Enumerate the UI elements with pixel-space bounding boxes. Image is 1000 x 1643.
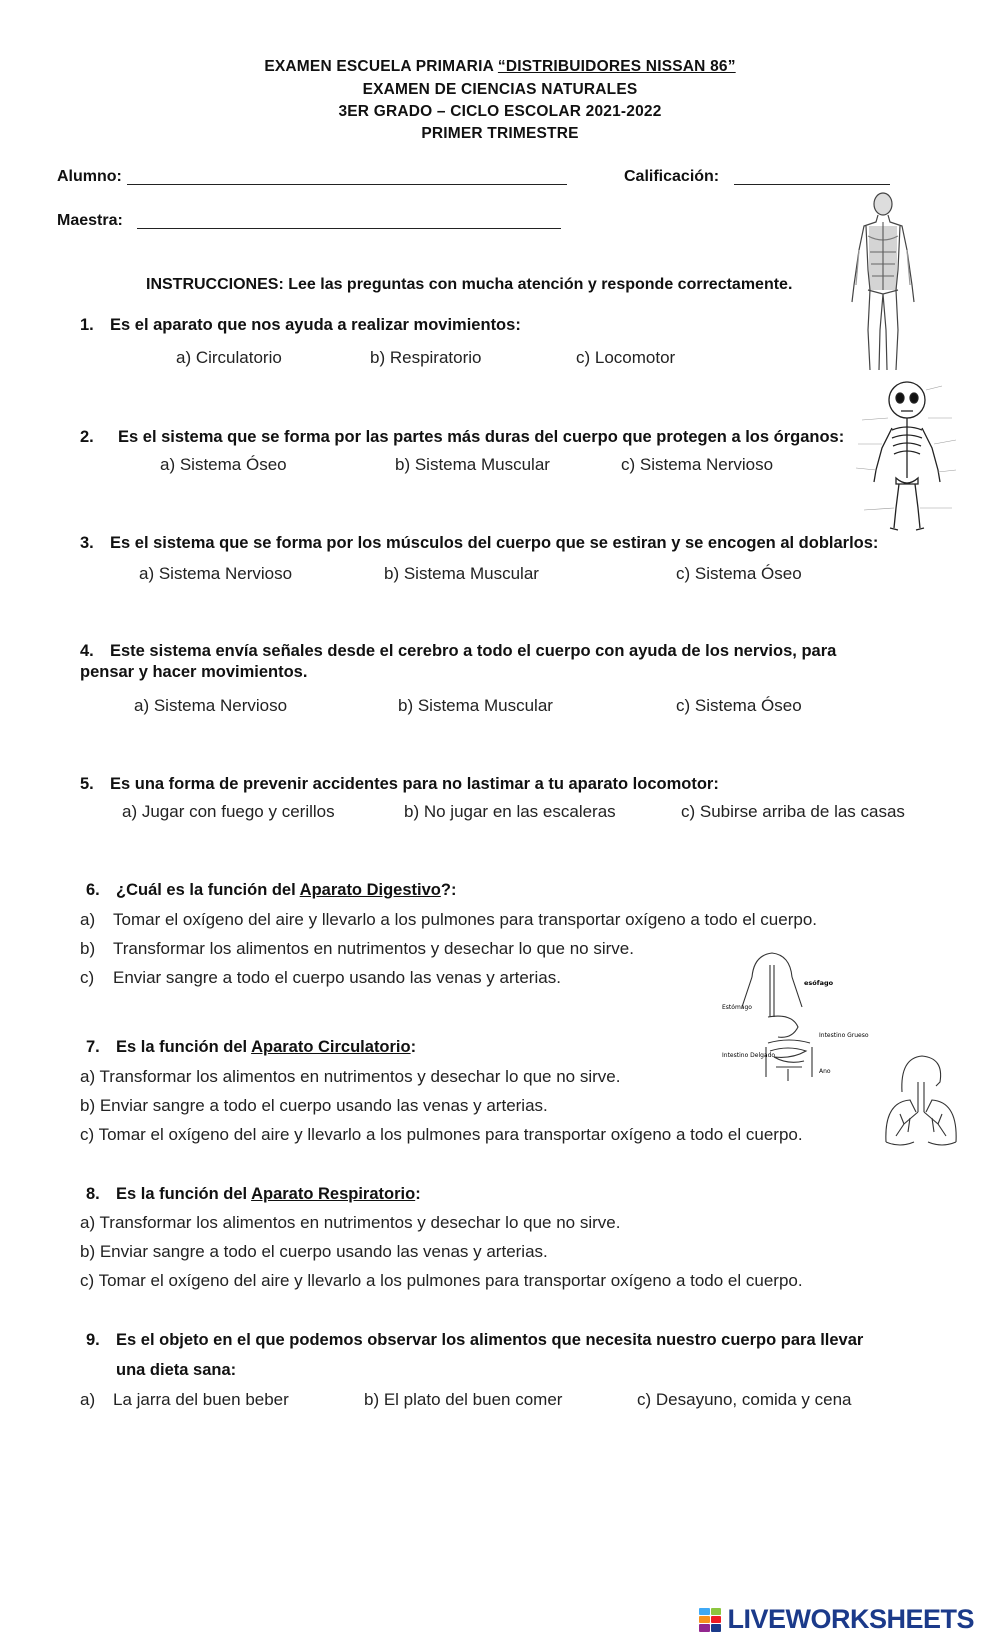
q7-option-b[interactable]: b) Enviar sangre a todo el cuerpo usando las venas y arterias. (80, 1096, 548, 1115)
label-ano: Ano (819, 1068, 831, 1075)
q5-option-c[interactable]: c) Subirse arriba de las casas (681, 802, 905, 821)
q1-option-c[interactable]: c) Locomotor (576, 348, 676, 367)
q1-option-b[interactable]: b) Respiratorio (370, 348, 482, 367)
alumno-label: Alumno: (57, 168, 122, 185)
header-line-3: 3ER GRADO – CICLO ESCOLAR 2021-2022 (338, 103, 662, 120)
header-line-2: EXAMEN DE CIENCIAS NATURALES (362, 81, 638, 98)
logo-mark-icon (699, 1608, 721, 1632)
muscular-body-illustration (842, 190, 924, 376)
q2-option-c[interactable]: c) Sistema Nervioso (621, 455, 774, 474)
q7-option-a[interactable]: a) Transformar los alimentos en nutrimentos y desechar lo que no sirve. (80, 1067, 621, 1086)
question-9-line-2: una dieta sana: (116, 1361, 237, 1379)
q9-option-a[interactable]: a) La jarra del buen beber (80, 1390, 289, 1409)
q3-option-a[interactable]: a) Sistema Nervioso (139, 564, 293, 583)
liveworksheets-logo: LIVEWORKSHEETS (699, 1604, 974, 1635)
school-name: “DISTRIBUIDORES NISSAN 86” (497, 58, 736, 75)
maestra-field[interactable] (137, 228, 561, 229)
label-intestino-grueso: Intestino Grueso (819, 1032, 869, 1039)
q4-option-c[interactable]: c) Sistema Óseo (676, 696, 802, 715)
q4-option-b[interactable]: b) Sistema Muscular (398, 696, 553, 715)
label-esofago: esófago (804, 979, 834, 987)
q8-option-b[interactable]: b) Enviar sangre a todo el cuerpo usando las venas y arterias. (80, 1242, 548, 1261)
q2-option-a[interactable]: a) Sistema Óseo (160, 455, 287, 474)
q4-option-a[interactable]: a) Sistema Nervioso (134, 696, 288, 715)
q5-option-b[interactable]: b) No jugar en las escaleras (404, 802, 616, 821)
question-4: 4. Este sistema envía señales desde el cerebro a todo el cuerpo con ayuda de los nervios, para (80, 642, 837, 660)
q9-option-c[interactable]: c) Desayuno, comida y cena (637, 1390, 852, 1409)
q5-option-a[interactable]: a) Jugar con fuego y cerillos (122, 802, 335, 821)
header-line-1: EXAMEN ESCUELA PRIMARIA “DISTRIBUIDORES NISSAN 86” (264, 58, 736, 75)
instructions: INSTRUCCIONES: Lee las preguntas con mucha atención y responde correctamente. (146, 276, 793, 293)
skeleton-illustration (852, 378, 964, 534)
q8-option-c[interactable]: c) Tomar el oxígeno del aire y llevarlo a los pulmones para transportar oxígeno a todo el cuerpo. (80, 1271, 803, 1290)
q3-option-b[interactable]: b) Sistema Muscular (384, 564, 539, 583)
q7-option-c[interactable]: c) Tomar el oxígeno del aire y llevarlo a los pulmones para transportar oxígeno a todo el cuerpo. (80, 1125, 803, 1144)
header-line-4: PRIMER TRIMESTRE (421, 125, 579, 142)
question-2: 2. Es el sistema que se forma por las partes más duras del cuerpo que protegen a los órganos: (80, 428, 845, 446)
alumno-field[interactable] (127, 184, 567, 185)
q2-option-b[interactable]: b) Sistema Muscular (395, 455, 550, 474)
q6-option-b[interactable]: b) Transformar los alimentos en nutrimentos y desechar lo que no sirve. (80, 939, 634, 958)
question-6: 6. ¿Cuál es la función del Aparato Digestivo?: (86, 881, 457, 899)
question-5: 5. Es una forma de prevenir accidentes para no lastimar a tu aparato locomotor: (80, 775, 719, 793)
digestive-system-illustration (722, 947, 869, 1087)
q9-option-b[interactable]: b) El plato del buen comer (364, 1390, 563, 1409)
respiratory-system-illustration (880, 1052, 962, 1152)
calificacion-label: Calificación: (624, 168, 720, 185)
q1-option-a[interactable]: a) Circulatorio (176, 348, 282, 367)
question-3: 3. Es el sistema que se forma por los músculos del cuerpo que se estiran y se encogen al doblarlos: (80, 534, 879, 552)
question-7: 7. Es la función del Aparato Circulatorio: (86, 1038, 417, 1056)
q6-option-a[interactable]: a) Tomar el oxígeno del aire y llevarlo a los pulmones para transportar oxígeno a todo el cuerpo. (80, 910, 818, 929)
q3-option-c[interactable]: c) Sistema Óseo (676, 564, 802, 583)
label-estomago: Estómago (722, 1004, 752, 1011)
question-8: 8. Es la función del Aparato Respiratorio: (86, 1185, 421, 1203)
calificacion-field[interactable] (734, 184, 890, 185)
q8-option-a[interactable]: a) Transformar los alimentos en nutrimentos y desechar lo que no sirve. (80, 1213, 621, 1232)
question-9: 9. Es el objeto en el que podemos observar los alimentos que necesita nuestro cuerpo para llevar (86, 1331, 864, 1349)
question-4-line-2: pensar y hacer movimientos. (80, 663, 308, 681)
q6-option-c[interactable]: c) Enviar sangre a todo el cuerpo usando las venas y arterias. (80, 968, 561, 987)
maestra-label: Maestra: (57, 212, 123, 229)
question-1: 1. Es el aparato que nos ayuda a realizar movimientos: (80, 316, 521, 334)
label-intestino-delgado: Intestino Delgado (722, 1052, 776, 1059)
